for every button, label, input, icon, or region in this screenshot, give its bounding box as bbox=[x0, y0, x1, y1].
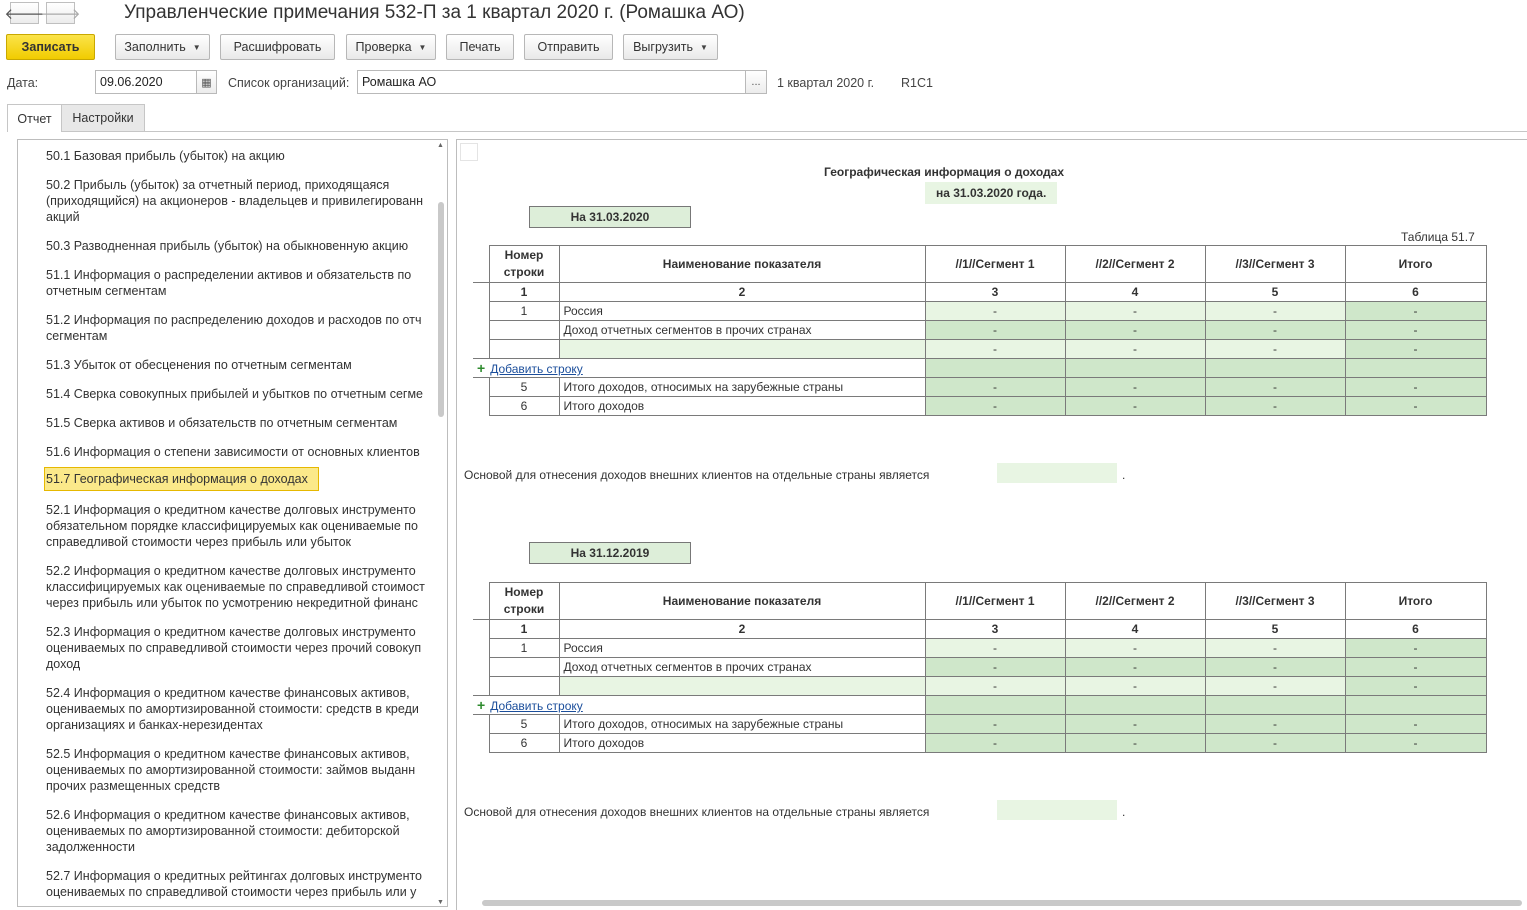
table-row: 5 Итого доходов, относимых на зарубежные страны - - - - bbox=[473, 715, 1486, 734]
col-num: 6 bbox=[1345, 283, 1486, 302]
list-item[interactable]: 50.2 Прибыль (убыток) за отчетный период, приходящаяся (приходящийся) на акционеров - владельцев и привилегированн акций bbox=[46, 178, 424, 224]
report-title: Географическая информация о доходах bbox=[824, 165, 1065, 179]
table-row: Доход отчетных сегментов в прочих странах - - - - bbox=[473, 321, 1486, 340]
list-item[interactable]: 51.6 Информация о степени зависимости от основных клиентов bbox=[46, 445, 420, 459]
basis-text: Основой для отнесения доходов внешних клиентов на отдельные страны является bbox=[464, 805, 930, 819]
org-select-button[interactable]: ... bbox=[745, 70, 767, 94]
calendar-button[interactable] bbox=[196, 70, 217, 94]
basis-text: Основой для отнесения доходов внешних клиентов на отдельные страны является bbox=[464, 468, 930, 482]
tab-report[interactable]: Отчет bbox=[7, 104, 62, 132]
list-item[interactable]: 51.2 Информация по распределению доходов и расходов по отч сегментам bbox=[46, 313, 422, 343]
col-num: 5 bbox=[1205, 620, 1345, 639]
add-row-cell bbox=[473, 359, 925, 378]
list-item[interactable]: 52.3 Информация о кредитном качестве долговых инструменто оцениваемых по справедливой стоимости через прочий совокуп доход bbox=[46, 625, 422, 671]
table-row: - - - - bbox=[473, 677, 1486, 696]
back-button[interactable] bbox=[4, 2, 45, 24]
page-title: Управленческие примечания 532-П за 1 квартал 2020 г. (Ромашка АО) bbox=[124, 2, 745, 23]
add-row-cell bbox=[473, 696, 925, 715]
header-total: Итого bbox=[1345, 246, 1486, 283]
sheet-horizontal-scrollbar[interactable] bbox=[482, 900, 1522, 906]
export-button[interactable] bbox=[623, 34, 718, 60]
sections-list[interactable] bbox=[17, 139, 448, 907]
list-item[interactable]: 50.1 Базовая прибыль (убыток) на акцию bbox=[46, 149, 285, 163]
list-item[interactable]: 52.4 Информация о кредитном качестве финансовых активов, оцениваемых по амортизированной стоимости: средств в креди организациях и банках-нерезидентах bbox=[46, 686, 419, 732]
sheet-corner bbox=[460, 143, 478, 161]
table-row: - - - - bbox=[473, 340, 1486, 359]
header-row-num: Номер строки bbox=[489, 246, 559, 283]
col-num: 2 bbox=[559, 283, 925, 302]
plus-icon: + bbox=[477, 697, 486, 713]
basis-end: . bbox=[1122, 805, 1126, 819]
scroll-down-icon[interactable]: ▼ bbox=[437, 899, 444, 906]
col-num: 1 bbox=[489, 620, 559, 639]
list-item[interactable]: 52.6 Информация о кредитном качестве финансовых активов, оцениваемых по амортизированной стоимости: дебиторской задолженности bbox=[46, 808, 410, 854]
table-row: 5 Итого доходов, относимых на зарубежные страны - - - - bbox=[473, 378, 1486, 397]
list-item[interactable]: 52.1 Информация о кредитном качестве долговых инструменто обязательном порядке классифицируемых как оцениваемые по справедливой стоимости через прибыль или убыток bbox=[46, 503, 418, 549]
col-num: 3 bbox=[925, 620, 1065, 639]
basis-input[interactable] bbox=[997, 463, 1117, 483]
decode-button[interactable]: Расшифровать bbox=[220, 34, 335, 60]
add-row bbox=[473, 359, 1486, 378]
org-field[interactable]: Ромашка АО bbox=[357, 70, 746, 94]
save-button[interactable]: Записать bbox=[6, 34, 95, 60]
basis-input[interactable] bbox=[997, 800, 1117, 820]
report-sheet[interactable] bbox=[456, 139, 1527, 910]
sidebar-scroll-thumb[interactable] bbox=[438, 202, 444, 417]
cell-ref-text: R1C1 bbox=[901, 76, 933, 90]
table-row: Доход отчетных сегментов в прочих странах - - - - bbox=[473, 658, 1486, 677]
section-date: На 31.12.2019 bbox=[529, 542, 691, 564]
col-num: 6 bbox=[1345, 620, 1486, 639]
sidebar-scrollbar[interactable] bbox=[437, 144, 445, 904]
header-seg1: //1//Сегмент 1 bbox=[925, 583, 1065, 620]
col-num: 1 bbox=[489, 283, 559, 302]
basis-end: . bbox=[1122, 468, 1126, 482]
tab-divider bbox=[61, 131, 1527, 132]
list-item[interactable]: 51.4 Сверка совокупных прибылей и убытков по отчетным сегме bbox=[46, 387, 424, 401]
chevron-down-icon: ▼ bbox=[192, 42, 201, 52]
calendar-icon: ▦ bbox=[201, 76, 212, 89]
add-row bbox=[473, 696, 1486, 715]
list-item[interactable]: 50.3 Разводненная прибыль (убыток) на обыкновенную акцию bbox=[46, 239, 409, 253]
header-seg2: //2//Сегмент 2 bbox=[1065, 583, 1205, 620]
export-label: Выгрузить bbox=[633, 40, 693, 54]
fill-button[interactable] bbox=[115, 34, 210, 60]
col-num: 2 bbox=[559, 620, 925, 639]
revenue-table bbox=[473, 582, 1487, 753]
table-row: 1 Россия - - - - bbox=[473, 639, 1486, 658]
header-seg1: //1//Сегмент 1 bbox=[925, 246, 1065, 283]
list-item[interactable]: 51.1 Информация о распределении активов и обязательств по отчетным сегментам bbox=[46, 268, 412, 298]
table-row: 1 Россия - - - - bbox=[473, 302, 1486, 321]
send-button[interactable]: Отправить bbox=[524, 34, 613, 60]
list-item-selected[interactable]: 51.7 Географическая информация о доходах bbox=[44, 467, 319, 491]
table-ref: Таблица 51.7 bbox=[1401, 230, 1475, 244]
revenue-table bbox=[473, 245, 1487, 416]
header-total: Итого bbox=[1345, 583, 1486, 620]
add-row-link[interactable]: Добавить строку bbox=[490, 699, 583, 713]
table-row: 6 Итого доходов - - - - bbox=[473, 397, 1486, 416]
chevron-down-icon: ▼ bbox=[699, 42, 708, 52]
header-seg2: //2//Сегмент 2 bbox=[1065, 246, 1205, 283]
header-seg3: //3//Сегмент 3 bbox=[1205, 246, 1345, 283]
forward-button[interactable] bbox=[40, 2, 81, 24]
list-item[interactable]: 52.7 Информация о кредитных рейтингах долговых инструменто оцениваемых по справедливой стоимости через прибыль или у bbox=[46, 869, 423, 899]
list-item[interactable]: 52.2 Информация о кредитном качестве долговых инструменто классифицируемых как оцениваемые по справедливой стоимост через прибыль или убыток по усмотрению некредитной финанс bbox=[46, 564, 425, 610]
col-num: 5 bbox=[1205, 283, 1345, 302]
period-text: 1 квартал 2020 г. bbox=[777, 76, 875, 90]
list-item[interactable]: 52.5 Информация о кредитном качестве финансовых активов, оцениваемых по амортизированной стоимости: займов выданн прочих размещенных средств bbox=[46, 747, 416, 793]
arrow-right-icon: 🡒 bbox=[40, 5, 81, 23]
add-row-link[interactable]: Добавить строку bbox=[490, 362, 583, 376]
print-button[interactable]: Печать bbox=[446, 34, 514, 60]
col-num: 4 bbox=[1065, 283, 1205, 302]
table-row: 6 Итого доходов - - - - bbox=[473, 734, 1486, 753]
header-seg3: //3//Сегмент 3 bbox=[1205, 583, 1345, 620]
section-date: На 31.03.2020 bbox=[529, 206, 691, 228]
check-label: Проверка bbox=[355, 40, 412, 54]
col-num: 4 bbox=[1065, 620, 1205, 639]
chevron-down-icon: ▼ bbox=[418, 42, 427, 52]
check-button[interactable] bbox=[346, 34, 436, 60]
date-field[interactable]: 09.06.2020 bbox=[95, 70, 197, 94]
fill-label: Заполнить bbox=[124, 40, 186, 54]
arrow-left-icon: 🡐 bbox=[4, 5, 45, 23]
org-label: Список организаций: bbox=[228, 76, 350, 90]
header-name: Наименование показателя bbox=[559, 246, 925, 283]
tab-settings[interactable]: Настройки bbox=[61, 104, 145, 131]
report-subtitle: на 31.03.2020 года. bbox=[925, 182, 1057, 204]
header-row-num: Номер строки bbox=[489, 583, 559, 620]
header-name: Наименование показателя bbox=[559, 583, 925, 620]
col-num: 3 bbox=[925, 283, 1065, 302]
list-item[interactable]: 51.3 Убыток от обесценения по отчетным сегментам bbox=[46, 358, 352, 372]
plus-icon: + bbox=[477, 360, 486, 376]
date-label: Дата: bbox=[7, 76, 39, 90]
scroll-up-icon[interactable]: ▲ bbox=[437, 142, 444, 149]
list-item[interactable]: 51.5 Сверка активов и обязательств по отчетным сегментам bbox=[46, 416, 398, 430]
